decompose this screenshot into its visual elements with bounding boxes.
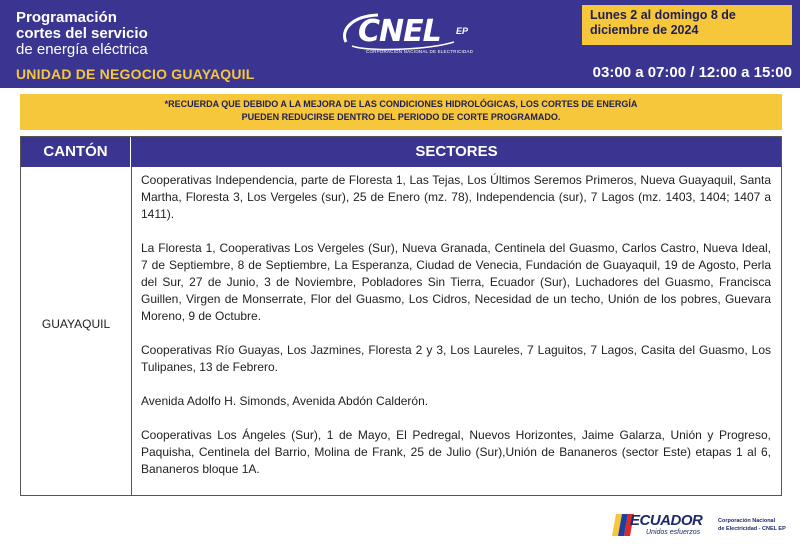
canton-cell: GUAYAQUIL [41,317,111,331]
table-header-row [21,137,781,167]
column-header-sectores: SECTORES [415,143,498,160]
sectors-cell [141,172,771,495]
footer-corp-line-2: de Electricidad - CNEL EP [718,526,786,532]
footer-brand-sub: Unidos esfuerzos [646,529,701,536]
column-header-canton: CANTÓN [21,137,131,167]
date-range-box [582,5,792,45]
header-banner [0,0,800,88]
sector-paragraph: La Floresta 1, Cooperativas Los Vergeles (Sur), Nueva Granada, Centinela del Guasmo, Carlos Castro, Nueva Ideal, 7 de Septiembre, 8 de Septiembre, La Esperanza, Ciudad de Venecia, Fundación de Guayaquil, 19 de Agosto, Perla del Sur, 27 de Junio, 3 de Noviembre, Pobladores Sin Tierra, Ecuador (Sur), Luchadores del Guasmo, Francisca Guillen, Virgen de Monserrate, Flor del Guasmo, Los Cidros, Necesidad de un techo, Unión de los pobres, Guevara Moreno, 9 de Octubre. [141,241,771,323]
sector-paragraph: Cooperativas Los Ángeles (Sur), 1 de Mayo, El Pedregal, Nuevos Horizontes, Jaime Galarza, Unión y Progreso, Paquisha, Centinela del Barrio, Molina de Frank, 25 de Julio (Sur),Unión de Bananeros (sector Este) etapas 1 al 6, Bananeros bloque 1A. [141,428,771,476]
logo-text: CNEL [358,14,441,49]
sector-paragraph: Cooperativas Río Guayas, Los Jazmines, Floresta 2 y 3, Los Laureles, 7 Laguitos, 7 Lagos, Casita del Guasmo, Los Tulipanes, 13 de Febrero. [141,343,771,374]
sector-paragraph: Avenida Adolfo H. Simonds, Avenida Abdón Calderón. [141,394,429,408]
column-divider [131,167,132,496]
business-unit-label: UNIDAD DE NEGOCIO GUAYAQUIL [16,66,255,82]
footer-logo [612,510,800,540]
header-title [16,10,148,58]
title-line-3: de energía eléctrica [16,41,148,58]
outage-hours: 03:00 a 07:00 / 12:00 a 15:00 [592,64,792,81]
cnel-logo [338,12,488,54]
notice-line-2: PUEDEN REDUCIRSE DENTRO DEL PERIODO DE CORTE PROGRAMADO. [241,112,561,122]
footer-corp [718,517,786,533]
schedule-table [20,136,782,496]
logo-subtitle: CORPORACIÓN NACIONAL DE ELECTRICIDAD [366,49,474,54]
title-line-1: Programación [16,9,117,26]
sector-paragraph: Cooperativas Independencia, parte de Floresta 1, Las Tejas, Los Últimos Seremos Primeros, Nueva Guayaquil, Santa Martha, Floresta 3, Los Vergeles (sur), 25 de Enero (mz. 78), Independencia (sur), 7 Lagos (mz. 1403, 1404; 1407 a 1411). [141,173,771,221]
logo-suffix: EP [456,26,469,36]
notice-banner [20,94,782,130]
date-line-1: Lunes 2 al domingo 8 de [590,8,736,22]
footer-brand: ECUADOR [630,512,703,529]
date-line-2: diciembre de 2024 [590,23,699,37]
footer-corp-line-1: Corporación Nacional [718,518,776,524]
title-line-2: cortes del servicio [16,25,148,42]
notice-line-1: *RECUERDA QUE DEBIDO A LA MEJORA DE LAS CONDICIONES HIDROLÓGICAS, LOS CORTES DE ENERGÍA [164,99,638,109]
